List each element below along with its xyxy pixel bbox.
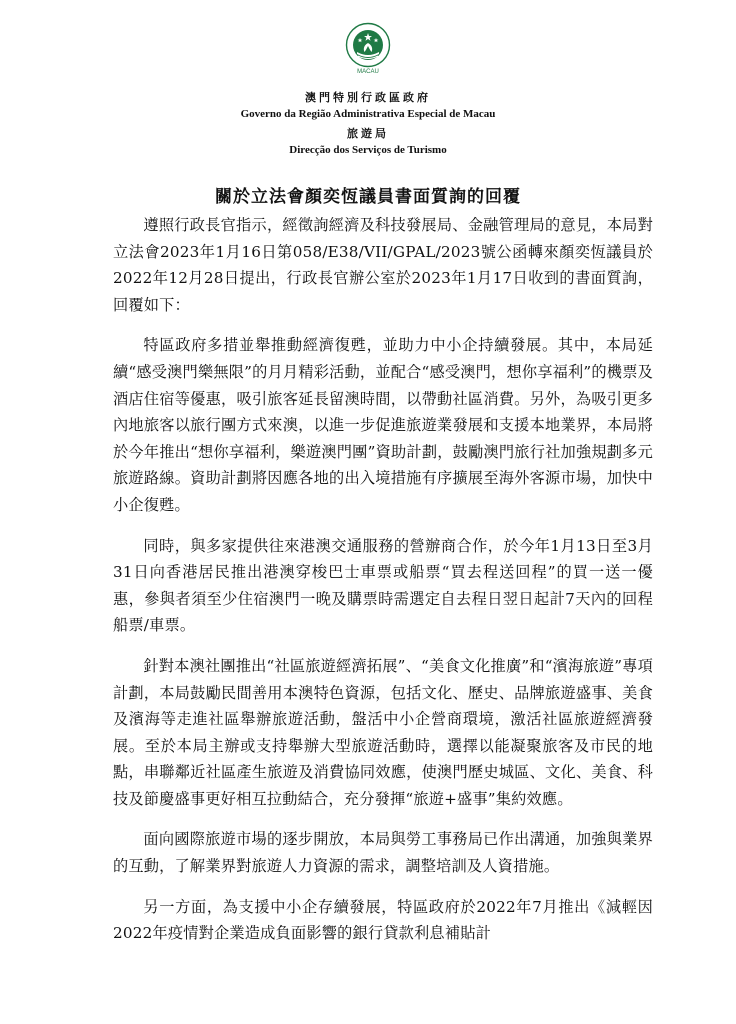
department-name-portuguese: Direcção dos Serviços de Turismo <box>289 144 447 156</box>
macau-emblem-icon <box>345 22 391 78</box>
government-name-portuguese: Governo da Região Administrativa Especial de Macau <box>240 108 496 120</box>
emblem-text: MACAU <box>357 69 379 75</box>
paragraph-3: 同時，與多家提供往來港澳交通服務的營辦商合作，於今年1月13日至3月31日向香港居民推出港澳穿梭巴士車票或船票“買去程送回程”的買一送一優惠，參與者須至少住宿澳門一晚及購票時需選定自去程日翌日起計7天內的回程船票/車票。 <box>113 536 653 635</box>
department-name-chinese: 旅遊局 <box>347 127 389 140</box>
paragraph-6: 另一方面，為支援中小企存續發展，特區政府於2022年7月推出《減輕因2022年疫情對企業造成負面影響的銀行貸款利息補貼計 <box>113 897 653 943</box>
paragraph-2: 特區政府多措並舉推動經濟復甦，並助力中小企持續發展。其中，本局延續“感受澳門樂無限”的月月精彩活動，並配合“感受澳門，想你享福利”的機票及酒店住宿等優惠，吸引旅客延長留澳時間，以帶動社區消費。另外，為吸引更多內地旅客以旅行團方式來澳，以進一步促進旅遊業發展和支援本地業界，本局將於今年推出“想你享福利，樂遊澳門團”資助計劃，鼓勵澳門旅行社加強規劃多元旅遊路線。資助計劃將因應各地的出入境措施有序擴展至海外客源市場，加快中小企復甦。 <box>113 336 653 514</box>
paragraph-4: 針對本澳社團推出“社區旅遊經濟拓展”、“美食文化推廣”和“濱海旅遊”專項計劃，本局鼓勵民間善用本澳特色資源，包括文化、歷史、品牌旅遊盛事、美食及濱海等走進社區舉辦旅遊活動，盤活中小企營商環境，激活社區旅遊經濟發展。至於本局主辦或支持舉辦大型旅遊活動時，選擇以能凝聚旅客及市民的地點，串聯鄰近社區產生旅遊及消費協同效應，使澳門歷史城區、文化、美食、科技及節慶盛事更好相互拉動結合，充分發揮“旅遊+盛事”集約效應。 <box>113 656 653 808</box>
government-name-chinese: 澳門特別行政區政府 <box>305 91 431 104</box>
document-title: 關於立法會顏奕恆議員書面質詢的回覆 <box>215 187 521 207</box>
document-body <box>113 212 653 961</box>
paragraph-5: 面向國際旅遊市場的逐步開放，本局與勞工事務局已作出溝通，加強與業界的互動，了解業界對旅遊人力資源的需求，調整培訓及人資措施。 <box>113 830 653 876</box>
paragraph-1: 遵照行政長官指示，經徵詢經濟及科技發展局、金融管理局的意見，本局對立法會2023年1月16日第058/E38/VII/GPAL/2023號公函轉來顏奕恆議員於2022年12月28日提出，行政長官辦公室於2023年1月17日收到的書面質詢，回覆如下： <box>113 216 653 314</box>
